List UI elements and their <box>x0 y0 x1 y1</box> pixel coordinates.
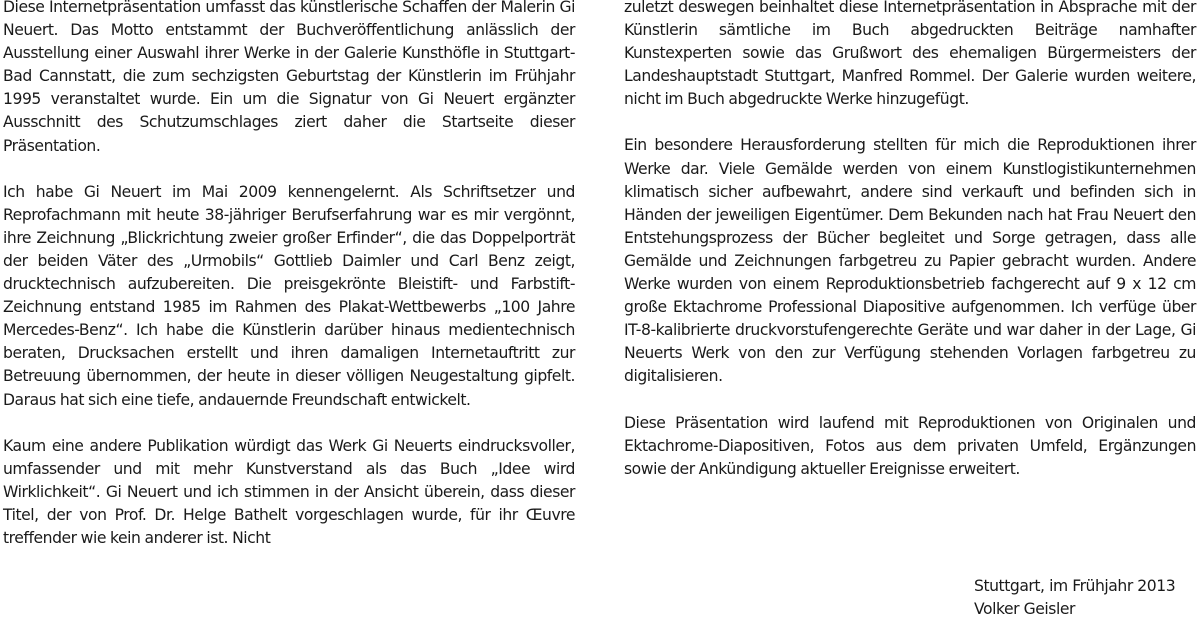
signature-author: Volker Geisler <box>974 600 1075 619</box>
update-paragraph: Diese Präsentation wird laufend mit Reproduktionen von Originalen und Ektachrome-Diapositiven, Fotos aus dem privaten Umfeld, Ergänzungen sowie der Ankündigung aktueller Ereignisse erweitert. <box>624 413 1196 478</box>
acquaintance-paragraph: Ich habe Gi Neuert im Mai 2009 kennengelernt. Als Schriftsetzer und Reprofachmann mit heute 38-jähriger Berufserfahrung war es mir vergönnt, ihre Zeichnung „Blickrichtung zweier großer Erfinder“, die das Doppelporträt der beiden Väter des „Urmobils“ Gottlieb Daimler und Carl Benz zeigt, drucktechnisch aufzubereiten. Die preisgekrönte Bleistift- und Farbstift-Zeichnung entstand 1985 im Rahmen des Plakat-Wettbewerbs „100 Jahre Mercedes-Benz“. Ich habe die Künstlerin darüber hinaus medientechnisch beraten, Drucksachen erstellt und ihren damaligen Internetauftritt zur Betreuung übernommen, der heute in dieser völligen Neugestaltung gipfelt. Daraus hat sich eine tiefe, andauernde Freundschaft entwickelt. <box>3 182 575 409</box>
publication-paragraph: Kaum eine andere Publikation würdigt das Werk Gi Neuerts eindrucksvoller, umfassender und mit mehr Kunstverstand als das Buch „Idee wird Wirklichkeit“. Gi Neuert und ich stimmen in der Ansicht überein, dass dieser Titel, der von Prof. Dr. Helge Bathelt vorgeschlagen wurde, für ihr Œuvre treffender wie kein anderer ist. Nicht <box>3 436 575 547</box>
content-paragraph: zuletzt deswegen beinhaltet diese Internetpräsentation in Absprache mit der Künstlerin sämtliche im Buch abgedruckten Beiträge namhafter Kunstexperten sowie das Grußwort des ehemaligen Bürgermeisters der Landeshauptstadt Stuttgart, Manfred Rommel. Der Galerie wurden weitere, nicht im Buch abgedruckte Werke hinzugefügt. <box>624 0 1196 109</box>
right-text-column <box>624 0 1196 504</box>
signature-block <box>974 575 1194 621</box>
signature-place-date: Stuttgart, im Frühjahr 2013 <box>974 577 1176 595</box>
intro-paragraph: Diese Internetpräsentation umfasst das künstlerische Schaffen der Malerin Gi Neuert. Das Motto entstammt der Buchveröffentlichung anlässlich der Ausstellung einer Auswahl ihrer Werke in der Galerie Kunsthöfle in Stuttgart-Bad Cannstatt, die zum sechzigsten Geburtstag der Künstlerin im Frühjahr 1995 veranstaltet wurde. Ein um die Signatur von Gi Neuert ergänzter Ausschnitt des Schutzumschlages ziert daher die Startseite dieser Präsentation. <box>3 0 575 155</box>
left-text-column <box>3 0 575 573</box>
reproduction-paragraph: Ein besondere Herausforderung stellten für mich die Reproduktionen ihrer Werke dar. Viele Gemälde werden von einem Kunstlogistikunternehmen klimatisch sicher aufbewahrt, andere sind verkauft und befinden sich in Händen der jeweiligen Eigentümer. Dem Bekunden nach hat Frau Neuert den Entstehungsprozess der Bücher begleitet und Sorge getragen, dass alle Gemälde und Zeichnungen farbgetreu zu Papier gebracht wurden. Andere Werke wurden von einem Reproduktionsbetrieb fachgerecht auf 9 x 12 cm große Ektachrome Professional Diapositive aufgenommen. Ich verfüge über IT-8-kalibrierte druckvorstufengerechte Geräte und war daher in der Lage, Gi Neuerts Werk von den zur Verfügung stehenden Vorlagen farbgetreu zu digitalisieren. <box>624 136 1196 386</box>
